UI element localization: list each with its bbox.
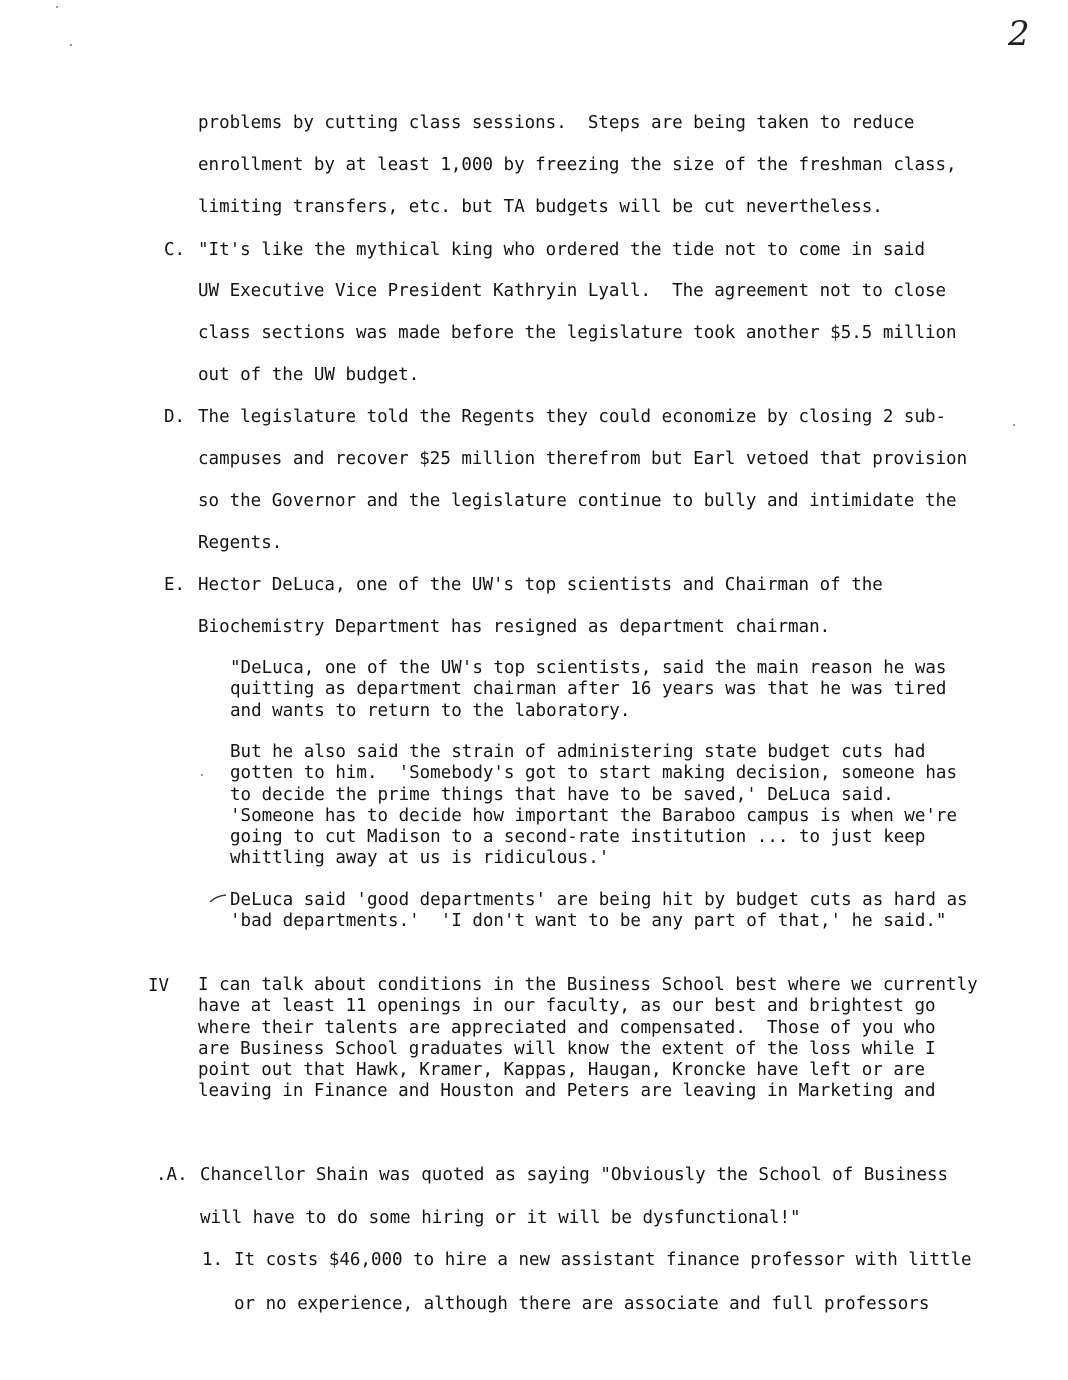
item-c-line-4: out of the UW budget. [198,365,420,385]
item-c-label: C. [164,240,186,260]
item-a-label: .A. [156,1165,188,1185]
scan-speck [70,44,72,46]
item-1-label: 1. [202,1250,224,1270]
section-iv-body [198,975,978,1103]
item-d-line-2: campuses and recover $25 million therefrom but Earl vetoed that provision [198,449,968,469]
quote-p1-line-1: "DeLuca, one of the UW's top scientists, said the main reason he was [230,658,947,678]
item-1-line-2: or no experience, although there are associate and full professors [234,1294,930,1314]
item-d-line-4: Regents. [198,533,283,553]
section-iv-line-6: leaving in Finance and Houston and Peters are leaving in Marketing and [198,1081,936,1102]
scan-speck [1013,424,1015,426]
item-e-line-2: Biochemistry Department has resigned as department chairman. [198,617,831,637]
quote-paragraph-1 [230,658,946,722]
item-a-line-1: Chancellor Shain was quoted as saying "Obviously the School of Business [200,1165,949,1185]
quote-p2-line-1: But he also said the strain of administering state budget cuts had [230,742,926,762]
quote-p1-line-3: and wants to return to the laboratory. [230,700,631,721]
intro-line-1: problems by cutting class sessions. Steps are being taken to reduce [198,113,915,133]
quote-p3-line-2: 'bad departments.' 'I don't want to be any part of that,' he said." [230,911,947,932]
section-iv-line-4: are Business School graduates will know the extent of the loss while I [198,1038,936,1059]
item-d-line-3: so the Governor and the legislature continue to bully and intimidate the [198,491,957,511]
item-e-label: E. [164,575,186,595]
section-iv-label: IV [148,976,170,996]
item-a-line-2: will have to do some hiring or it will be dysfunctional!" [200,1208,801,1228]
page-number: 2 [1008,14,1030,54]
item-c-line-3: class sections was made before the legislature took another $5.5 million [198,323,957,343]
section-iv-line-2: have at least 11 openings in our faculty, as our best and brightest go [198,996,936,1017]
quote-p1-line-2: quitting as department chairman after 16 years was that he was tired [230,679,947,700]
intro-line-3: limiting transfers, etc. but TA budgets will be cut nevertheless. [198,197,883,217]
quote-p2-line-5: going to cut Madison to a second-rate institution ... to just keep [230,827,926,848]
scan-speck [201,774,203,776]
quote-p2-line-3: to decide the prime things that have to be saved,' DeLuca said. [230,784,894,805]
item-d-line-1: The legislature told the Regents they could economize by closing 2 sub- [198,407,947,427]
quote-p2-line-2: gotten to him. 'Somebody's got to start making decision, someone has [230,763,957,784]
item-c-line-2: UW Executive Vice President Kathryin Lyall. The agreement not to close [198,281,947,301]
intro-line-2: enrollment by at least 1,000 by freezing the size of the freshman class, [198,155,957,175]
item-d-label: D. [164,407,186,427]
handwritten-mark-icon [208,892,230,906]
scan-speck [56,6,58,8]
quote-paragraph-2 [230,742,957,870]
quote-paragraph-3 [230,890,968,933]
section-iv-line-3: where their talents are appreciated and compensated. Those of you who [198,1017,936,1038]
section-iv-line-5: point out that Hawk, Kramer, Kappas, Haugan, Kroncke have left or are [198,1060,925,1081]
item-c-line-1: "It's like the mythical king who ordered the tide not to come in said [198,240,925,260]
item-1-line-1: It costs $46,000 to hire a new assistant finance professor with little [234,1250,972,1270]
quote-p3-line-1: DeLuca said 'good departments' are being hit by budget cuts as hard as [230,890,968,910]
quote-p2-line-6: whittling away at us is ridiculous.' [230,848,610,869]
section-iv-line-1: I can talk about conditions in the Business School best where we currently [198,975,978,995]
quote-p2-line-4: 'Someone has to decide how important the Baraboo campus is when we're [230,805,957,826]
item-e-line-1: Hector DeLuca, one of the UW's top scientists and Chairman of the [198,575,883,595]
